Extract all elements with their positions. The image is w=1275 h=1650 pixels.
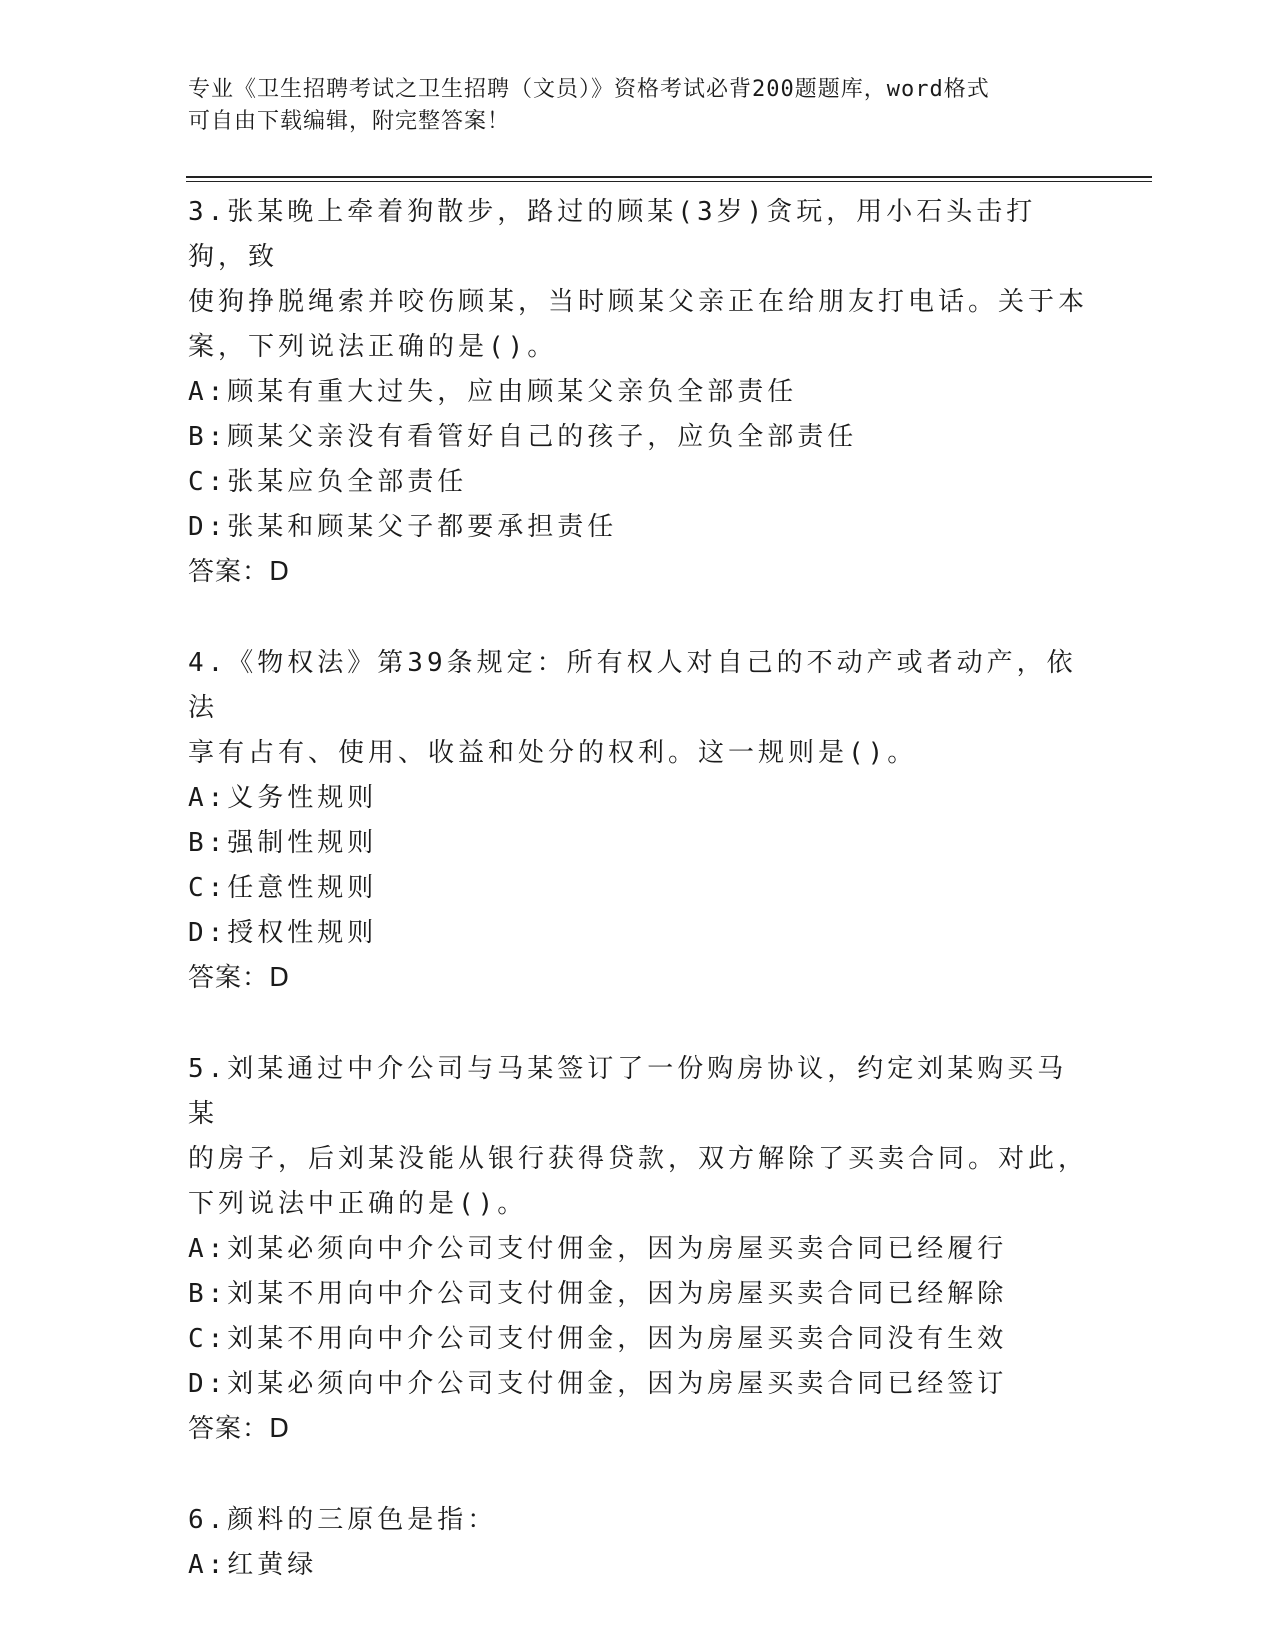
document-header — [188, 74, 1088, 138]
question-6 — [188, 1498, 1088, 1588]
question-stem-line: 下列说法中正确的是()。 — [188, 1189, 528, 1219]
option-a: A:刘某必须向中介公司支付佣金，因为房屋买卖合同已经履行 — [188, 1234, 1008, 1264]
question-stem-line: 3.张某晚上牵着狗散步，路过的顾某(3岁)贪玩，用小石头击打狗，致 — [188, 197, 1037, 272]
question-stem-line: 6.颜料的三原色是指： — [188, 1505, 498, 1535]
header-line-2: 可自由下载编辑，附完整答案！ — [188, 109, 511, 134]
header-divider-thick — [186, 176, 1152, 178]
question-stem-line: 5.刘某通过中介公司与马某签订了一份购房协议，约定刘某购买马某 — [188, 1054, 1068, 1129]
question-stem-line: 使狗挣脱绳索并咬伤顾某，当时顾某父亲正在给朋友打电话。关于本 — [188, 287, 1089, 317]
answer-label: 答案：D — [188, 963, 291, 993]
header-divider-thin — [186, 181, 1152, 182]
option-d: D:刘某必须向中介公司支付佣金，因为房屋买卖合同已经签订 — [188, 1369, 1008, 1399]
option-a: A:顾某有重大过失，应由顾某父亲负全部责任 — [188, 377, 798, 407]
option-b: B:顾某父亲没有看管好自己的孩子，应负全部责任 — [188, 422, 858, 452]
option-d: D:授权性规则 — [188, 918, 378, 948]
answer-label: 答案：D — [188, 557, 291, 587]
option-c: C:刘某不用向中介公司支付佣金，因为房屋买卖合同没有生效 — [188, 1324, 1008, 1354]
option-c: C:任意性规则 — [188, 873, 378, 903]
answer-label: 答案：D — [188, 1414, 291, 1444]
header-line-1: 专业《卫生招聘考试之卫生招聘（文员）》资格考试必背200题题库，word格式 — [188, 77, 990, 102]
question-list — [188, 190, 1088, 1634]
option-b: B:强制性规则 — [188, 828, 378, 858]
question-3 — [188, 190, 1088, 595]
question-stem-line: 4.《物权法》第39条规定：所有权人对自己的不动产或者动产，依法 — [188, 648, 1077, 723]
question-4 — [188, 641, 1088, 1001]
option-a: A:义务性规则 — [188, 783, 378, 813]
option-b: B:刘某不用向中介公司支付佣金，因为房屋买卖合同已经解除 — [188, 1279, 1008, 1309]
question-stem-line: 的房子，后刘某没能从银行获得贷款，双方解除了买卖合同。对此， — [188, 1144, 1089, 1174]
option-d: D:张某和顾某父子都要承担责任 — [188, 512, 618, 542]
question-stem-line: 享有占有、使用、收益和处分的权利。这一规则是()。 — [188, 738, 918, 768]
option-c: C:张某应负全部责任 — [188, 467, 468, 497]
question-5 — [188, 1047, 1088, 1452]
option-a: A:红黄绿 — [188, 1550, 318, 1580]
question-stem-line: 案，下列说法正确的是()。 — [188, 332, 558, 362]
